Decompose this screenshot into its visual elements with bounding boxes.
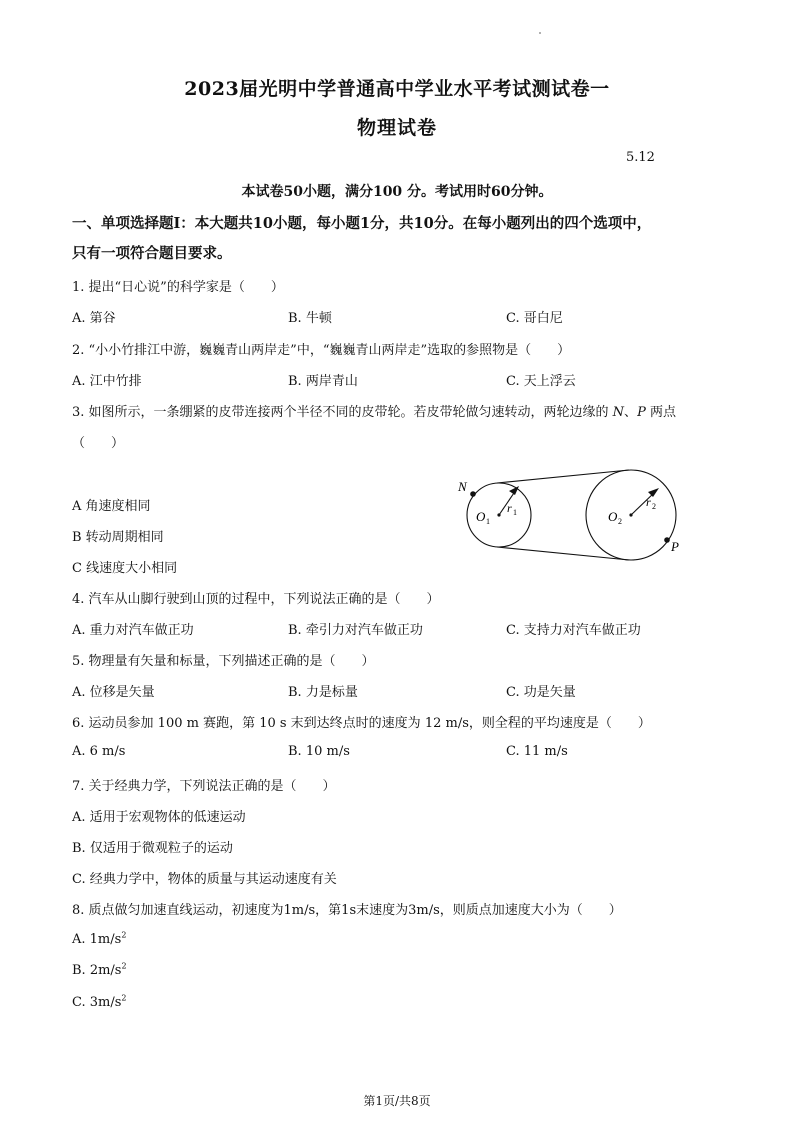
question-5-stem: 5. 物理量有矢量和标量，下列描述正确的是（ ） — [72, 654, 375, 669]
exam-note: 本试卷50小题，满分100 分。考试用时60分钟。 — [241, 184, 553, 200]
question-8-stem: 8. 质点做匀加速直线运动，初速度为1m/s，第1s末速度为3m/s，则质点加速度大小为（ ） — [72, 903, 622, 918]
label-r2: r — [646, 495, 651, 509]
question-6-stem: 6. 运动员参加 100 m 赛跑，第 10 s 末到达终点时的速度为 12 m/s，则全程的平均速度是（ ） — [72, 716, 651, 731]
question-3-stem-text-b: 两点 — [645, 405, 676, 420]
question-7-option-a: A. 适用于宏观物体的低速运动 — [72, 810, 246, 825]
question-4-option-a: A. 重力对汽车做正功 — [72, 623, 194, 638]
question-1-option-a: A. 第谷 — [72, 311, 116, 326]
question-3-option-b: B 转动周期相同 — [72, 530, 164, 545]
center-o1-dot — [497, 513, 500, 516]
question-8-option-a-exp: 2 — [121, 930, 127, 940]
question-1-option-b: B. 牛顿 — [288, 311, 332, 326]
question-4-option-c: C. 支持力对汽车做正功 — [506, 623, 641, 638]
question-6-option-a: A. 6 m/s — [72, 744, 126, 759]
question-7-stem: 7. 关于经典力学，下列说法正确的是（ ） — [72, 779, 336, 794]
scan-speck — [539, 32, 541, 34]
question-8-option-a-text: A. 1m/s — [72, 932, 122, 947]
question-4-option-b: B. 牵引力对汽车做正功 — [288, 623, 423, 638]
center-o2-dot — [629, 513, 632, 516]
label-o1-sub: 1 — [486, 517, 490, 526]
exam-subtitle: 物理试卷 — [356, 117, 437, 139]
question-1-stem: 1. 提出“日心说”的科学家是（ ） — [72, 280, 284, 295]
belt-pulley-diagram — [448, 462, 696, 562]
label-r1: r — [507, 501, 512, 515]
question-2-stem: 2. “小小竹排江中游，巍巍青山两岸走”中，“巍巍青山两岸走”选取的参照物是（ ） — [72, 343, 571, 358]
label-o1: O — [476, 509, 486, 524]
question-3-option-c: C 线速度大小相同 — [72, 561, 178, 576]
point-n-dot — [470, 491, 476, 497]
belt-top — [497, 470, 629, 483]
question-5-option-a: A. 位移是矢量 — [72, 685, 155, 700]
question-8-option-b-exp: 2 — [121, 961, 127, 971]
exam-date: 5.12 — [626, 150, 655, 165]
label-o2: O — [608, 509, 618, 524]
label-n: N — [458, 479, 467, 494]
question-3-option-a: A 角速度相同 — [72, 499, 151, 514]
question-3-stem-line1 — [72, 401, 676, 420]
point-p-dot — [664, 537, 670, 543]
question-8-option-c-text: C. 3m/s — [72, 995, 122, 1010]
question-4-stem: 4. 汽车从山脚行驶到山顶的过程中，下列说法正确的是（ ） — [72, 592, 440, 607]
label-o2-sub: 2 — [618, 517, 622, 526]
belt-bottom — [497, 547, 629, 560]
question-8-option-b-text: B. 2m/s — [72, 963, 122, 978]
label-r1-sub: 1 — [513, 508, 517, 517]
page-number: 第1页/共8页 — [363, 1094, 431, 1108]
label-p: P — [671, 539, 679, 554]
question-7-option-c: C. 经典力学中，物体的质量与其运动速度有关 — [72, 872, 337, 887]
section-heading-line1: 一、单项选择题Ⅰ：本大题共10小题，每小题1分，共10分。在每小题列出的四个选项中， — [72, 215, 652, 232]
section-heading-line2: 只有一项符合题目要求。 — [72, 245, 232, 262]
question-2-option-b: B. 两岸青山 — [288, 374, 358, 389]
question-1-option-c: C. 哥白尼 — [506, 311, 563, 326]
question-6-option-b: B. 10 m/s — [288, 744, 350, 759]
exam-title: 2023届光明中学普通高中学业水平考试测试卷一 — [184, 78, 610, 100]
question-5-option-b: B. 力是标量 — [288, 685, 358, 700]
question-5-option-c: C. 功是矢量 — [506, 685, 576, 700]
question-8-option-a — [72, 932, 126, 947]
question-8-option-c — [72, 995, 127, 1010]
question-6-option-c: C. 11 m/s — [506, 744, 568, 759]
question-2-option-a: A. 江中竹排 — [72, 374, 142, 389]
question-3-stem-line2: （ ） — [72, 436, 125, 451]
label-r2-sub: 2 — [652, 502, 656, 511]
question-3-stem-text-a: 3. 如图所示，一条绷紧的皮带连接两个半径不同的皮带轮。若皮带轮做匀速转动，两轮边缘的 — [72, 405, 613, 420]
question-7-option-b: B. 仅适用于微观粒子的运动 — [72, 841, 233, 856]
question-8-option-b — [72, 963, 127, 978]
question-3-stem-sep: 、 — [624, 405, 638, 420]
question-3-point-p: P — [637, 405, 646, 420]
question-8-option-c-exp: 2 — [121, 993, 127, 1003]
question-3-point-n: N — [612, 405, 625, 420]
question-2-option-c: C. 天上浮云 — [506, 374, 576, 389]
